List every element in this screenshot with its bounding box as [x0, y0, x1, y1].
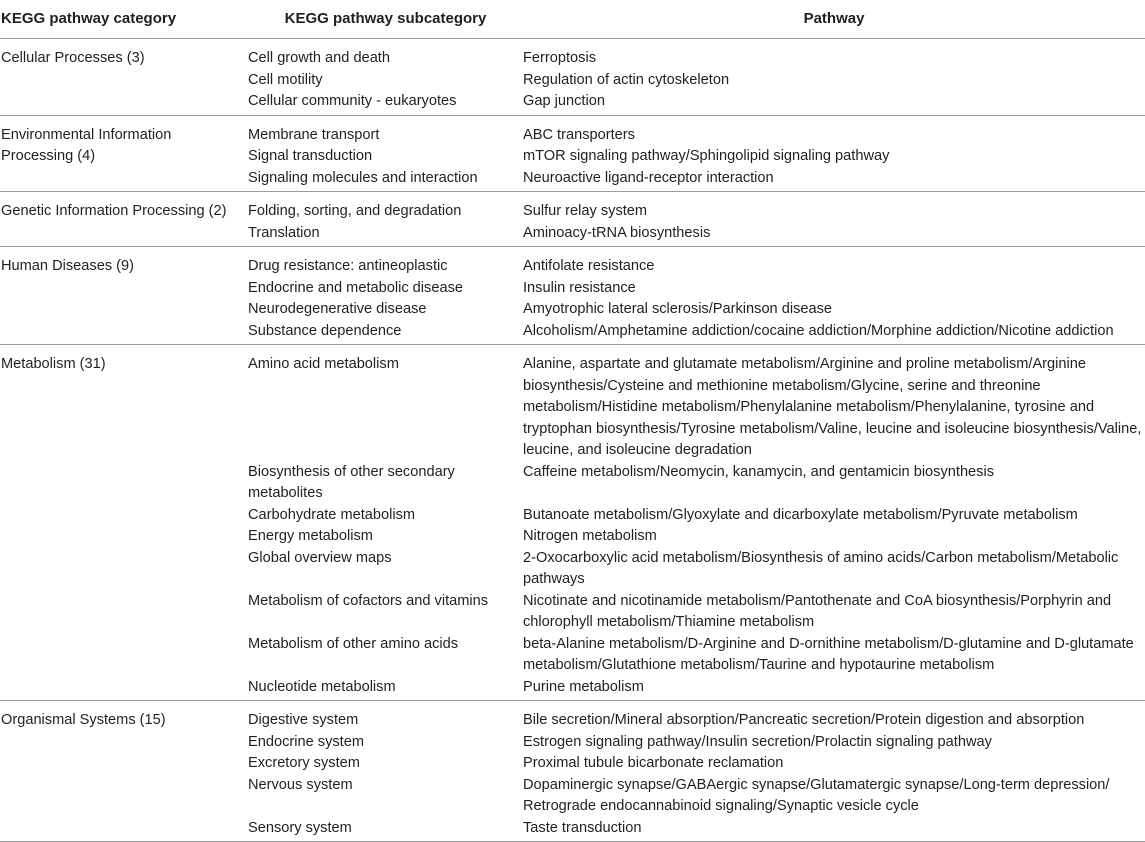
- subcategory-cell: Digestive system: [248, 712, 359, 728]
- category-cell: Genetic Information Processing (2): [1, 203, 227, 219]
- pathway-cell: Alcoholism/Amphetamine addiction/cocaine addiction/Morphine addiction/Nicotine addiction: [523, 322, 1114, 339]
- subcategory-cell: Biosynthesis of other secondary metabolites: [248, 463, 455, 501]
- subcategory-cell: Metabolism of cofactors and vitamins: [248, 592, 489, 609]
- subcategory-cell: Folding, sorting, and degradation: [248, 203, 462, 219]
- table-row: [0, 192, 1145, 223]
- header-row: [0, 0, 1145, 39]
- subcategory-cell: Cell motility: [248, 71, 323, 88]
- subcategory-cell: Neurodegenerative disease: [248, 301, 427, 317]
- subcategory-cell: Global overview maps: [248, 549, 392, 566]
- subcategory-cell: Membrane transport: [248, 126, 380, 143]
- pathway-cell: Caffeine metabolism/Neomycin, kanamycin, and gentamicin biosynthesis: [523, 463, 995, 480]
- table-row: [0, 345, 1145, 462]
- subcategory-cell: Sensory system: [248, 819, 352, 836]
- table-row: [0, 39, 1145, 70]
- pathway-cell: Antifolate resistance: [523, 258, 655, 274]
- subcategory-cell: Translation: [248, 224, 320, 241]
- header-category: KEGG pathway category: [0, 0, 248, 39]
- pathway-cell: Gap junction: [523, 93, 605, 109]
- table-row: [0, 701, 1145, 732]
- table-row: [0, 115, 1145, 146]
- subcategory-cell: Endocrine and metabolic disease: [248, 279, 463, 296]
- subcategory-cell: Excretory system: [248, 755, 360, 771]
- pathway-cell: mTOR signaling pathway/Sphingolipid signaling pathway: [523, 148, 890, 164]
- subcategory-cell: Nucleotide metabolism: [248, 678, 396, 695]
- subcategory-cell: Cell growth and death: [248, 50, 390, 66]
- pathway-cell: Alanine, aspartate and glutamate metabolism/Arginine and proline metabolism/Arginine biosynthesis/Cysteine and methionine metabolism/Glycine, serine and threonine metabolism/Histidine metabolism/Phenylalanine metabolism/Phenylalanine, tyrosine and tryptophan biosynthesis/Tyrosine metabolism/Valine, leucine and isoleucine biosynthesis/Valine, leucine, and isoleucine degradation: [523, 356, 1142, 458]
- pathway-cell: Dopaminergic synapse/GABAergic synapse/Glutamatergic synapse/Long-term depression/ Retrograde endocannabinoid signaling/Synaptic vesicle cycle: [523, 776, 1110, 814]
- pathway-cell: Nitrogen metabolism: [523, 528, 657, 544]
- subcategory-cell: Cellular community - eukaryotes: [248, 93, 457, 109]
- header-pathway: Pathway: [523, 0, 1145, 39]
- pathway-cell: Regulation of actin cytoskeleton: [523, 71, 730, 88]
- category-cell: Environmental Information Processing (4): [1, 126, 172, 164]
- subcategory-cell: Substance dependence: [248, 322, 402, 339]
- pathway-cell: Taste transduction: [523, 819, 642, 836]
- subcategory-cell: Endocrine system: [248, 733, 364, 750]
- subcategory-cell: Nervous system: [248, 776, 353, 793]
- category-cell: Human Diseases (9): [1, 258, 135, 274]
- pathway-cell: Estrogen signaling pathway/Insulin secretion/Prolactin signaling pathway: [523, 733, 992, 750]
- subcategory-cell: Amino acid metabolism: [248, 356, 399, 372]
- pathway-cell: Butanoate metabolism/Glyoxylate and dicarboxylate metabolism/Pyruvate metabolism: [523, 506, 1078, 523]
- subcategory-cell: Signal transduction: [248, 148, 373, 164]
- subcategory-cell: Metabolism of other amino acids: [248, 635, 459, 652]
- header-subcategory: KEGG pathway subcategory: [248, 0, 523, 39]
- pathway-cell: Proximal tubule bicarbonate reclamation: [523, 755, 784, 771]
- pathway-cell: Insulin resistance: [523, 279, 636, 296]
- pathway-cell: 2-Oxocarboxylic acid metabolism/Biosynthesis of amino acids/Carbon metabolism/Metabolic pathways: [523, 549, 1119, 587]
- table-row: [0, 247, 1145, 278]
- subcategory-cell: Carbohydrate metabolism: [248, 506, 416, 523]
- pathway-cell: ABC transporters: [523, 126, 635, 143]
- pathway-cell: Neuroactive ligand-receptor interaction: [523, 169, 774, 186]
- pathway-cell: Bile secretion/Mineral absorption/Pancreatic secretion/Protein digestion and absorption: [523, 712, 1085, 728]
- pathway-cell: Nicotinate and nicotinamide metabolism/Pantothenate and CoA biosynthesis/Porphyrin and chlorophyll metabolism/Thiamine metabolism: [523, 592, 1112, 630]
- category-cell: Cellular Processes (3): [1, 50, 145, 66]
- category-cell: Organismal Systems (15): [1, 712, 166, 728]
- category-cell: Metabolism (31): [1, 356, 106, 372]
- pathway-cell: Purine metabolism: [523, 678, 644, 695]
- pathway-cell: Ferroptosis: [523, 50, 596, 66]
- pathway-cell: Sulfur relay system: [523, 203, 648, 219]
- subcategory-cell: Energy metabolism: [248, 528, 373, 544]
- pathway-cell: Aminoacy-tRNA biosynthesis: [523, 224, 711, 241]
- table-body: [0, 39, 1145, 842]
- subcategory-cell: Drug resistance: antineoplastic: [248, 258, 448, 274]
- pathway-cell: beta-Alanine metabolism/D-Arginine and D-ornithine metabolism/D-glutamine and D-glutamate metabolism/Glutathione metabolism/Taurine and hypotaurine metabolism: [523, 635, 1134, 673]
- pathway-cell: Amyotrophic lateral sclerosis/Parkinson disease: [523, 301, 833, 317]
- subcategory-cell: Signaling molecules and interaction: [248, 169, 478, 186]
